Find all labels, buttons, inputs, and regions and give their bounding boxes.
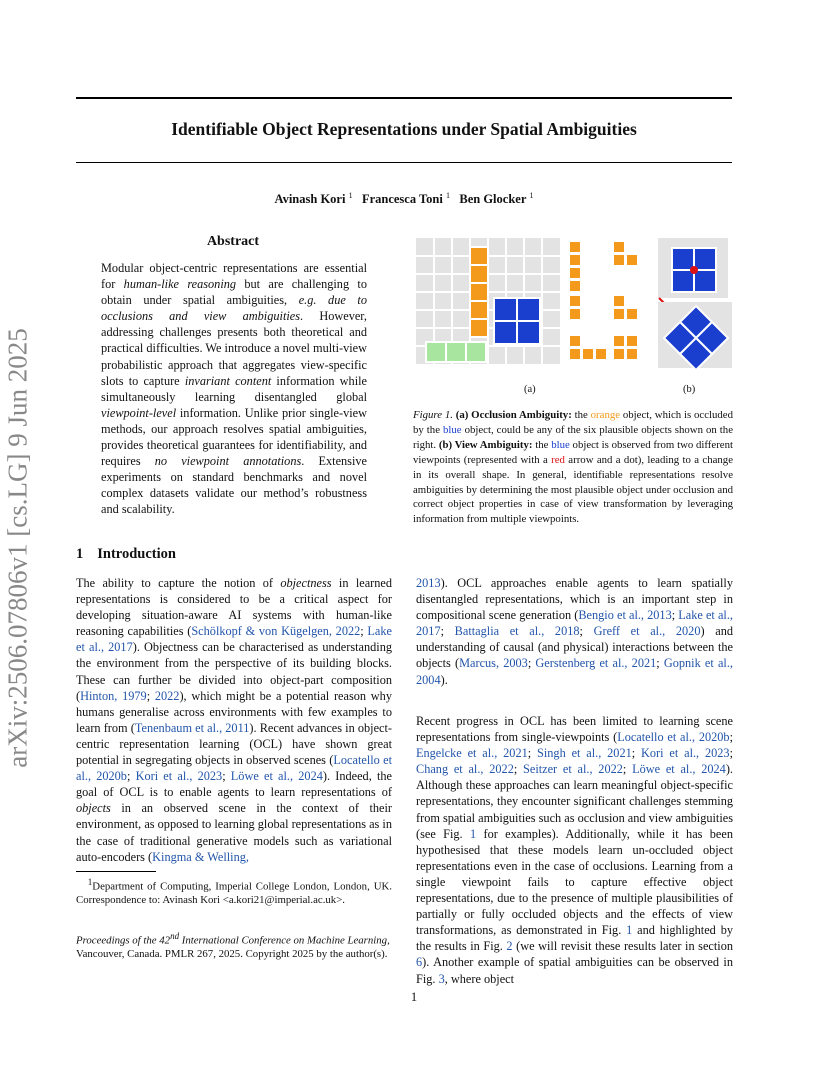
author-name: Ben Glocker xyxy=(459,192,527,207)
top-rule xyxy=(76,97,732,99)
proceedings-note: Proceedings of the 42nd International Conference on Machine Learning, Vancouver, Canada. PMLR 267, 2025. Copyright 2025 by the author(s). xyxy=(76,931,390,960)
citation-link[interactable]: Singh et al., 2021 xyxy=(537,746,632,761)
figure-link[interactable]: 2 xyxy=(506,939,513,954)
citation-link[interactable]: Kori et al., 2023 xyxy=(641,746,730,761)
citation-link[interactable]: Gerstenberg et al., 2021 xyxy=(535,656,657,671)
citation-link[interactable]: Schölkopf & von Kügelgen, 2022 xyxy=(191,624,361,639)
figure-link[interactable]: 1 xyxy=(469,826,477,841)
footnote-rule xyxy=(76,871,156,872)
author-name: Francesca Toni xyxy=(361,192,443,207)
intro-left-paragraph: The ability to capture the notion of objectness in learned representations is considered to be a critical aspect for developing situation-aware AI systems with human-like reasoning capabilities (Schölkopf & von Kügelgen, 2022; Lake et al., 2017). Objectness can be characterised as understanding the environment from the perspective of its building blocks. These can further be divided into object-part composition (Hinton, 1979; 2022), which might be a potential reason why humans generalise across environments with few examples to learn from (Tenenbaum et al., 2011). Recent advances in object-centric representation learning (OCL) have shown great potential in segregating objects in observed scenes (Locatello et al., 2020b; Kori et al., 2023; Löwe et al., 2024). Indeed, the goal of OCL is to enable agents to learn representations of objects in an observed scene in the context of their environment, as opposed to learning global representations as in the case of traditional generative models such as variational auto-encoders (Kingma & Welling, xyxy=(76,576,392,864)
blue-object xyxy=(494,298,540,344)
abstract-heading: Abstract xyxy=(206,234,260,249)
paper-title: Identifiable Object Representations under Spatial Ambiguities xyxy=(171,119,637,139)
citation-link[interactable]: Lake et al., 2017 xyxy=(76,624,392,655)
citation-link[interactable]: Kori et al., 2023 xyxy=(135,769,223,784)
citation-link[interactable]: Locatello et al., 2020b xyxy=(76,753,392,784)
citation-link[interactable]: Gopnik et al., 2004 xyxy=(416,656,733,687)
citation-link[interactable]: Löwe et al., 2024 xyxy=(632,762,726,777)
author-list: Avinash Kori $^1$ Francesca Toni $^1$ Ben Glocker $^1$ xyxy=(274,191,534,207)
orange-object xyxy=(470,247,488,337)
panel-b-grid xyxy=(658,238,732,370)
citation-link[interactable]: 2022 xyxy=(154,688,180,703)
figure-link[interactable]: 1 xyxy=(626,923,633,938)
citation-link[interactable]: Löwe et al., 2024 xyxy=(230,769,323,784)
title-bottom-rule xyxy=(76,162,732,163)
citation-link[interactable]: Chang et al., 2022 xyxy=(416,762,514,777)
intro-right-paragraph: Recent progress in OCL has been limited to learning scene representations from single-viewpoints (Locatello et al., 2020b; Engelcke et al., 2021; Singh et al., 2021; Kori et al., 2023; Chang et al., 2022; Seitzer et al., 2022; Löwe et al., 2024). Although these approaches can learn meaningful object-specific representations, they encounter significant challenges stemming from spatial ambiguities such as occlusion and view ambiguities (see Fig. 1 for examples). Additionally, while it has been hypothesised that these models learn un-occluded object representations even in the case of occlusions. Learning from a single viewpoint fails to capture effective object representations, due to the presence of multiple plausibilities of partially or fully occluded objects and the effects of view transformations, as demonstrated in Fig. 1 and highlighted by the results in Fig. 2 (we will revisit these results later in section 6). Another example of spatial ambiguities can be observed in Fig. 3, where object xyxy=(416,714,733,986)
panel-a-grid xyxy=(416,238,560,364)
citation-link[interactable]: Locatello et al., 2020b xyxy=(617,730,730,745)
section-link[interactable]: 6 xyxy=(416,955,423,970)
section-heading: 1 Introduction xyxy=(76,546,176,562)
panel-b-label: (b) xyxy=(683,384,696,395)
citation-link[interactable]: Tenenbaum et al., 2011 xyxy=(134,720,250,735)
green-object xyxy=(426,342,486,362)
footnote: $^1$Department of Computing, Imperial College London, London, UK. Correspondence to: Avinash Kori <a.kori21@imperial.ac.uk>. xyxy=(76,877,392,906)
citation-link[interactable]: Marcus, 2003 xyxy=(459,656,528,671)
citation-link[interactable]: Hinton, 1979 xyxy=(80,688,147,703)
panel-a-label: (a) xyxy=(524,384,536,395)
page-number: 1 xyxy=(410,990,418,1004)
intro-right-paragraph: 2013). OCL approaches enable agents to learn spatially disentangled representations, which is an important step in compositional scene generation (Bengio et al., 2013; Lake et al., 2017; Battaglia et al., 2018; Greff et al., 2020) and understanding of causal (and physical) interactions between the objects (Marcus, 2003; Gerstenberg et al., 2021; Gopnik et al., 2004). xyxy=(416,576,733,687)
citation-link[interactable]: Lake et al., 2017 xyxy=(416,608,733,639)
citation-link[interactable]: Engelcke et al., 2021 xyxy=(416,746,528,761)
citation-link[interactable]: Battaglia et al., 2018 xyxy=(454,624,580,639)
author-name: Avinash Kori xyxy=(274,192,346,207)
figure-link[interactable]: 3 xyxy=(438,971,445,986)
citation-link[interactable]: 2013 xyxy=(416,576,441,590)
citation-link[interactable]: Bengio et al., 2013 xyxy=(578,608,672,623)
citation-link[interactable]: Kingma & Welling, xyxy=(152,849,249,864)
citation-link[interactable]: Greff et al., 2020 xyxy=(593,624,701,639)
plausible-orange-objects xyxy=(570,242,637,359)
citation-link[interactable]: Seitzer et al., 2022 xyxy=(523,762,623,777)
viewpoint-dot xyxy=(690,266,698,274)
figure-caption: Figure 1. (a) Occlusion Ambiguity: the orange object, which is occluded by the blue object, could be any of the six plausible objects shown on the right. (b) View Ambiguity: the blue object is observed from two different viewpoints (represented with a red arrow and a dot), leading to a change in its overall shape. In general, identifiable representations resolve ambiguities by determining the most plausible object under occlusion and correct object properties in case of view transformation by leveraging information from multiple viewpoints. xyxy=(413,409,733,526)
abstract-text: Modular object-centric representations are essential for human-like reasoning but are challenging to obtain under spatial ambiguities, e.g. due to occlusions and view ambiguities. However, addressing challenges presents both theoretical and practical difficulties. We introduce a novel multi-view probabilistic approach that aggregates view-specific slots to capture invariant content information while simultaneously learning disentangled global viewpoint-level information. Unlike prior single-view methods, our approach resolves spatial ambiguities, provides theoretical guarantees for identifiability, and requires no viewpoint annotations. Extensive experiments on standard benchmarks and novel complex datasets validate our method’s robustness and scalability. xyxy=(101,261,367,517)
